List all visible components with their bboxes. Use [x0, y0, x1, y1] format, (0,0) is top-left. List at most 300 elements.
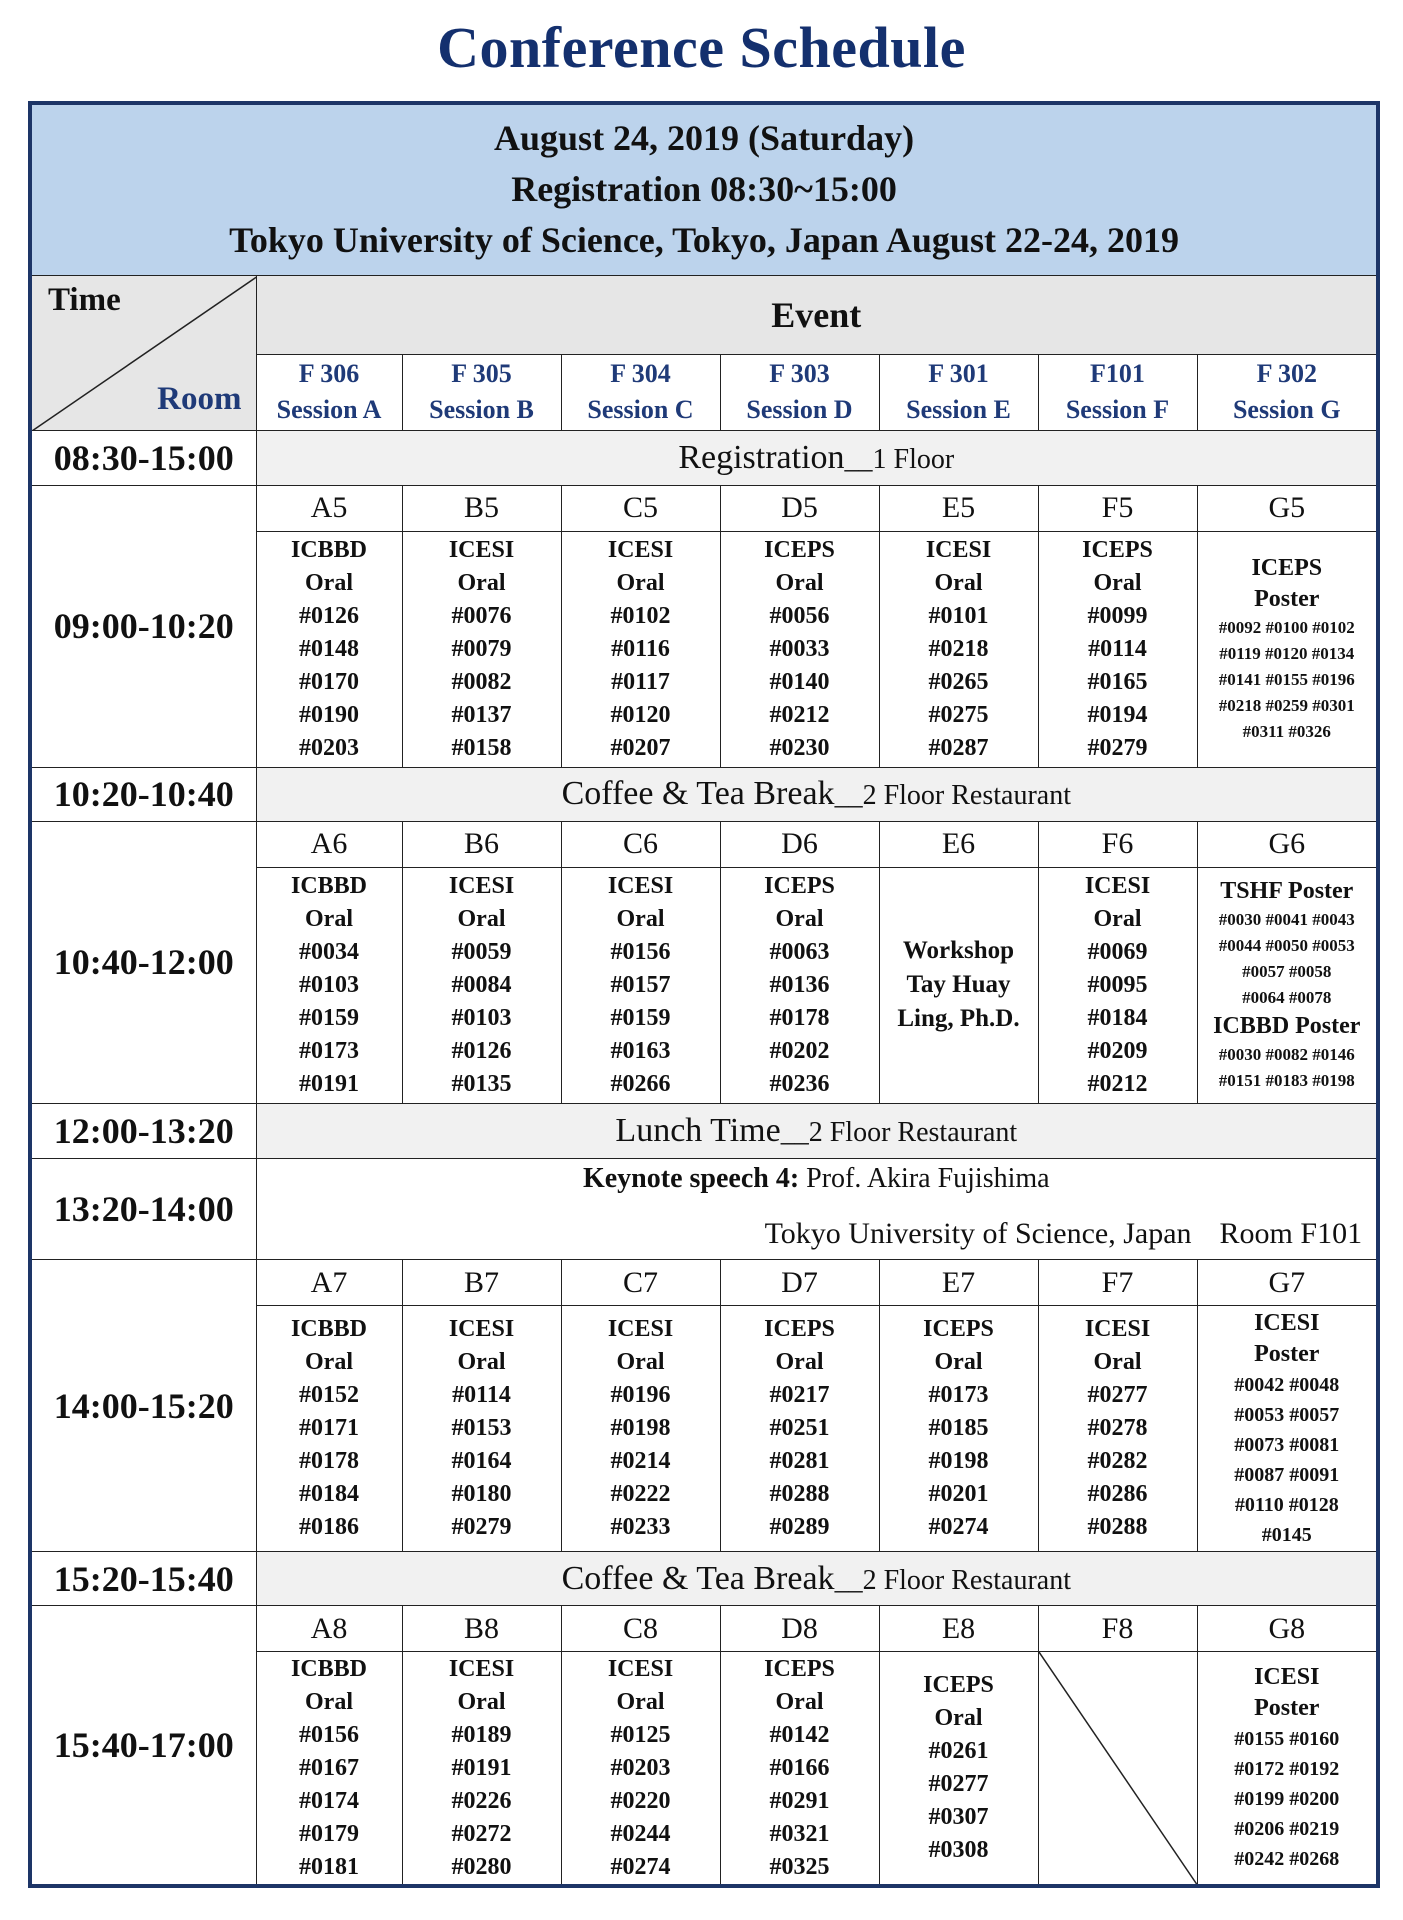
cell-line: #0101 [928, 602, 989, 629]
session-code: C8 [561, 1606, 720, 1652]
time-cell: 13:20-14:00 [30, 1158, 256, 1259]
session-code: E6 [879, 821, 1038, 867]
time-room-corner [30, 275, 256, 430]
header-date: August 24, 2019 (Saturday) [494, 118, 915, 159]
cell-line: #0191 [451, 1754, 512, 1781]
cell-line: #0053 #0057 [1234, 1403, 1340, 1426]
cell-line: #0288 [1087, 1514, 1148, 1541]
cell-line: #0030 #0082 #0146 [1218, 1045, 1355, 1065]
cell-line: #0159 [299, 1004, 359, 1031]
cell-line: Oral [305, 1349, 353, 1376]
keynote-room: Room F101 [1219, 1217, 1363, 1251]
cell-line: #0212 [1087, 1070, 1148, 1097]
cell-line: Oral [775, 905, 824, 932]
time-cell: 15:40-17:00 [30, 1606, 256, 1886]
cell-line: #0137 [451, 701, 512, 728]
lunch-label: Lunch Time [615, 1111, 781, 1149]
codes-row [30, 1606, 1378, 1652]
room-name: F 306 [298, 359, 360, 389]
cell-line: #0220 [610, 1787, 671, 1814]
cell-line: #0063 [769, 938, 830, 965]
session-code: C6 [561, 821, 720, 867]
session-code: F5 [1038, 485, 1197, 531]
session-cell [720, 1306, 879, 1552]
cell-line: ICESI [607, 872, 674, 899]
cell-line: Oral [616, 1688, 665, 1715]
session-name: Session G [1232, 395, 1341, 425]
cell-line: #0251 [769, 1415, 830, 1442]
cell-line: ICEPS [764, 1316, 835, 1343]
cell-line: #0217 [769, 1382, 830, 1409]
poster-title: Poster [1254, 586, 1320, 613]
row-break [30, 1552, 1378, 1606]
cell-line: #0191 [299, 1070, 359, 1097]
cell-line: #0230 [769, 734, 830, 761]
session-code: F7 [1038, 1260, 1197, 1306]
cell-line: #0145 [1261, 1523, 1312, 1546]
lunch-sub: __2 Floor Restaurant [780, 1116, 1018, 1148]
empty-session-cell [1038, 1652, 1197, 1886]
cell-line: #0170 [299, 668, 359, 695]
cell-line: #0142 [769, 1721, 830, 1748]
cell-line: ICEPS [923, 1316, 994, 1343]
session-code: C7 [561, 1260, 720, 1306]
cell-line: #0178 [299, 1448, 359, 1475]
poster-cell [1197, 867, 1378, 1103]
cell-line: #0099 [1087, 602, 1148, 629]
session-code: D7 [720, 1260, 879, 1306]
cell-line: #0277 [1087, 1382, 1148, 1409]
time-cell: 12:00-13:20 [30, 1103, 256, 1158]
room-header [720, 354, 879, 430]
cell-line: #0155 #0160 [1234, 1728, 1340, 1751]
cell-line: #0203 [610, 1754, 671, 1781]
cell-line: #0207 [610, 734, 671, 761]
session-name: Session C [587, 395, 694, 425]
cell-line: #0151 #0183 #0198 [1218, 1071, 1355, 1091]
row-registration [30, 430, 1378, 485]
cell-line: #0244 [610, 1820, 671, 1847]
cell-line: #0153 [451, 1415, 512, 1442]
corner-time-label: Time [48, 281, 121, 318]
cell-line: ICESI [607, 1655, 674, 1682]
cell-line: #0152 [299, 1382, 359, 1409]
room-header [561, 354, 720, 430]
cell-line: #0030 #0041 #0043 [1218, 910, 1355, 930]
cell-line: #0167 [299, 1754, 359, 1781]
cell-line: #0277 [928, 1771, 989, 1798]
cell-line: #0181 [299, 1853, 359, 1880]
cell-line: #0202 [769, 1037, 830, 1064]
row-keynote [30, 1158, 1378, 1259]
cell-line: #0103 [299, 971, 359, 998]
cell-line: #0114 [452, 1382, 511, 1409]
cell-line: #0163 [610, 1037, 671, 1064]
cell-line: #0084 [451, 971, 512, 998]
time-cell: 10:40-12:00 [30, 821, 256, 1103]
cell-line: #0185 [928, 1415, 989, 1442]
cell-line: ICBBD [290, 536, 368, 563]
time-cell: 10:20-10:40 [30, 767, 256, 821]
session-code: E7 [879, 1260, 1038, 1306]
cell-line: ICESI [607, 536, 674, 563]
cell-line: Oral [616, 569, 665, 596]
cell-line: #0073 #0081 [1234, 1433, 1340, 1456]
session-code: G5 [1197, 485, 1378, 531]
cell-line: #0280 [451, 1853, 512, 1880]
cell-line: #0287 [928, 734, 989, 761]
cell-line: #0198 [928, 1448, 989, 1475]
session-code: D6 [720, 821, 879, 867]
session-code: A6 [256, 821, 402, 867]
cell-line: #0140 [769, 668, 830, 695]
cell-line: #0042 #0048 [1234, 1373, 1340, 1396]
cell-line: ICBBD [290, 1316, 368, 1343]
session-cell [402, 1652, 561, 1886]
session-cell [256, 867, 402, 1103]
cell-line: #0278 [1087, 1415, 1148, 1442]
session-code: A7 [256, 1260, 402, 1306]
cell-line: Oral [1093, 569, 1142, 596]
cell-line: #0272 [451, 1820, 512, 1847]
lunch-cell [256, 1103, 1378, 1158]
session-cell [561, 867, 720, 1103]
session-cell [879, 1306, 1038, 1552]
poster-ids [1198, 1370, 1377, 1550]
cell-line: Workshop [902, 937, 1015, 965]
cell-line: #0242 #0268 [1234, 1848, 1340, 1871]
time-cell: 15:20-15:40 [30, 1552, 256, 1606]
cell-line: #0214 [610, 1448, 671, 1475]
cell-line: #0265 [928, 668, 989, 695]
session-code: G7 [1197, 1260, 1378, 1306]
codes-row [30, 821, 1378, 867]
session-code: G6 [1197, 821, 1378, 867]
cell-line: #0307 [928, 1804, 989, 1831]
cell-line: #0172 #0192 [1234, 1758, 1340, 1781]
registration-cell [256, 430, 1378, 485]
cell-line: #0196 [610, 1382, 671, 1409]
cell-line: #0199 #0200 [1234, 1788, 1340, 1811]
page-title: Conference Schedule [437, 15, 966, 80]
cell-line: #0308 [928, 1837, 989, 1864]
cell-line: ICEPS [764, 536, 835, 563]
poster-ids [1198, 615, 1377, 745]
cell-line: ICESI [1084, 872, 1151, 899]
cell-line: #0056 [769, 602, 830, 629]
keynote-title: Keynote speech 4: [582, 1162, 800, 1194]
cell-line: #0186 [299, 1514, 359, 1541]
cell-line: #0079 [451, 635, 512, 662]
cell-line: ICBBD [290, 1655, 368, 1682]
poster-cell [1197, 1306, 1378, 1552]
cell-line: #0194 [1087, 701, 1148, 728]
room-header [1038, 354, 1197, 430]
break-sub: __2 Floor Restaurant [834, 780, 1071, 812]
room-name: F 301 [928, 359, 989, 389]
cell-line: #0288 [769, 1481, 830, 1508]
cell-line: #0179 [299, 1820, 359, 1847]
cell-line: #0126 [299, 602, 359, 629]
cell-line: #0117 [611, 668, 670, 695]
session-cell [1038, 1306, 1197, 1552]
keynote-affiliation: Tokyo University of Science, Japan [764, 1217, 1192, 1251]
cell-line: #0158 [451, 734, 512, 761]
room-header [256, 354, 402, 430]
room-name: F 302 [1256, 359, 1317, 389]
session-cell [1038, 531, 1197, 767]
cell-line: #0082 [451, 668, 512, 695]
session-name: Session B [429, 395, 534, 425]
cell-line: #0274 [928, 1514, 989, 1541]
cell-line: Oral [305, 1688, 353, 1715]
workshop-cell [879, 867, 1038, 1103]
cell-line: #0076 [451, 602, 512, 629]
cell-line: #0110 #0128 [1234, 1493, 1339, 1516]
cell-line: #0148 [299, 635, 359, 662]
cell-line: #0171 [299, 1415, 359, 1442]
cell-line: #0119 #0120 #0134 [1219, 644, 1355, 664]
cell-line: #0125 [610, 1721, 671, 1748]
cell-line: Oral [457, 1688, 506, 1715]
cell-line: ICBBD [290, 872, 368, 899]
cell-line: #0325 [769, 1853, 830, 1880]
cell-line: #0165 [1087, 668, 1148, 695]
cell-line: #0095 [1087, 971, 1148, 998]
cell-line: #0116 [611, 635, 670, 662]
cell-line: #0156 [299, 1721, 359, 1748]
cell-line: #0173 [299, 1037, 359, 1064]
cell-line: #0069 [1087, 938, 1148, 965]
poster-title: TSHF Poster [1220, 878, 1354, 905]
session-code: F8 [1038, 1606, 1197, 1652]
cell-line: #0057 #0058 [1242, 962, 1332, 982]
cell-line: #0209 [1087, 1037, 1148, 1064]
break-cell [256, 767, 1378, 821]
cell-line: #0034 [299, 938, 359, 965]
room-name: F 304 [610, 359, 671, 389]
cell-line: Oral [616, 1349, 665, 1376]
cell-line: #0087 #0091 [1234, 1463, 1340, 1486]
cell-line: Oral [934, 1705, 983, 1732]
session-name: Session F [1065, 395, 1170, 425]
session-cell [256, 1652, 402, 1886]
session-name: Session A [276, 395, 382, 425]
cell-line: #0281 [769, 1448, 830, 1475]
poster-ids [1198, 1724, 1377, 1874]
cell-line: #0178 [769, 1004, 830, 1031]
room-name: F 305 [451, 359, 512, 389]
cell-line: #0166 [769, 1754, 830, 1781]
codes-row [30, 1260, 1378, 1306]
cell-line: Tay Huay [906, 971, 1011, 999]
codes-row [30, 485, 1378, 531]
cell-line: #0233 [610, 1514, 671, 1541]
session-cell [720, 1652, 879, 1886]
cell-line: Ling, Ph.D. [897, 1005, 1020, 1033]
poster-title: Poster [1254, 1340, 1320, 1367]
cell-line: Oral [934, 1349, 983, 1376]
cell-line: #0174 [299, 1787, 359, 1814]
cell-line: ICESI [448, 536, 515, 563]
session-code: B8 [402, 1606, 561, 1652]
cell-line: #0044 #0050 #0053 [1218, 936, 1355, 956]
session-cell [561, 1652, 720, 1886]
cell-line: #0218 [928, 635, 989, 662]
session-cell [1038, 867, 1197, 1103]
cell-line: #0180 [451, 1481, 512, 1508]
cell-line: Oral [775, 1688, 824, 1715]
poster-title: ICESI [1254, 1664, 1320, 1691]
break-cell [256, 1552, 1378, 1606]
cell-line: #0114 [1088, 635, 1147, 662]
cell-line: #0279 [1087, 734, 1148, 761]
cell-line: #0198 [610, 1415, 671, 1442]
room-header [1197, 354, 1378, 430]
cell-line: ICESI [448, 872, 515, 899]
keynote-cell [256, 1158, 1378, 1259]
corner-room-label: Room [157, 380, 242, 417]
cell-line: Oral [616, 905, 665, 932]
cell-line: #0141 #0155 #0196 [1218, 670, 1355, 690]
cell-line: Oral [934, 569, 983, 596]
cell-line: ICEPS [1082, 536, 1153, 563]
keynote-speaker: Prof. Akira Fujishima [799, 1162, 1050, 1194]
cell-line: #0136 [769, 971, 830, 998]
session-code: D8 [720, 1606, 879, 1652]
schedule-header [30, 103, 1378, 275]
cell-line: ICESI [607, 1316, 674, 1343]
cell-line: Oral [775, 569, 824, 596]
event-header: Event [256, 275, 1378, 354]
session-code: E5 [879, 485, 1038, 531]
session-cell [879, 1652, 1038, 1886]
session-cell [402, 867, 561, 1103]
poster-cell [1197, 531, 1378, 767]
session-name: Session E [906, 395, 1011, 425]
cell-line: #0275 [928, 701, 989, 728]
cell-line: #0103 [451, 1004, 512, 1031]
cell-line: Oral [457, 1349, 506, 1376]
cell-line: #0059 [451, 938, 512, 965]
session-cell [720, 531, 879, 767]
cell-line: #0126 [451, 1037, 512, 1064]
cell-line: #0266 [610, 1070, 671, 1097]
cell-line: ICEPS [923, 1672, 994, 1699]
cell-line: #0159 [610, 1004, 671, 1031]
cell-line: #0321 [769, 1820, 830, 1847]
cell-line: #0236 [769, 1070, 830, 1097]
time-cell: 14:00-15:20 [30, 1260, 256, 1552]
schedule-table [28, 101, 1380, 1888]
header-venue: Tokyo University of Science, Tokyo, Japan August 22-24, 2019 [229, 220, 1179, 261]
cell-line: #0289 [769, 1514, 830, 1541]
session-cell [256, 1306, 402, 1552]
cell-line: Oral [305, 569, 353, 596]
session-code: E8 [879, 1606, 1038, 1652]
cell-line: #0120 [610, 701, 671, 728]
cell-line: #0274 [610, 1853, 671, 1880]
cell-line: ICEPS [764, 872, 835, 899]
cell-line: #0279 [451, 1514, 512, 1541]
time-cell: 08:30-15:00 [30, 430, 256, 485]
cell-line: ICESI [925, 536, 992, 563]
break-label: Coffee & Tea Break [561, 775, 835, 813]
row-lunch [30, 1103, 1378, 1158]
cell-line: #0164 [451, 1448, 512, 1475]
cell-line: #0173 [928, 1382, 989, 1409]
poster-title: ICESI [1254, 1309, 1320, 1336]
empty-cell-diagonal [1039, 1652, 1198, 1886]
cell-line: #0135 [451, 1070, 512, 1097]
cell-line: #0201 [928, 1481, 989, 1508]
cell-line: #0102 [610, 602, 671, 629]
cell-line: #0184 [299, 1481, 359, 1508]
cell-line: Oral [457, 569, 506, 596]
session-code: B5 [402, 485, 561, 531]
poster-ids [1198, 1042, 1377, 1094]
cell-line: #0261 [928, 1738, 989, 1765]
cell-line: #0203 [299, 734, 359, 761]
session-cell [561, 531, 720, 767]
cell-line: #0218 #0259 #0301 [1218, 696, 1355, 716]
cell-line: #0286 [1087, 1481, 1148, 1508]
session-cell [256, 531, 402, 767]
session-cell [561, 1306, 720, 1552]
session-code: C5 [561, 485, 720, 531]
session-code: B6 [402, 821, 561, 867]
cell-line: Oral [775, 1349, 824, 1376]
cell-line: #0156 [610, 938, 671, 965]
break-sub: __2 Floor Restaurant [834, 1564, 1071, 1596]
cell-line: #0184 [1087, 1004, 1148, 1031]
session-cell [402, 1306, 561, 1552]
time-cell: 09:00-10:20 [30, 485, 256, 767]
poster-cell [1197, 1652, 1378, 1886]
cell-line: #0212 [769, 701, 830, 728]
session-code: F6 [1038, 821, 1197, 867]
header-registration: Registration 08:30~15:00 [511, 169, 897, 210]
row-break [30, 767, 1378, 821]
cell-line: Oral [305, 905, 353, 932]
cell-line: #0092 #0100 #0102 [1218, 618, 1355, 638]
cell-line: #0189 [451, 1721, 512, 1748]
registration-label: Registration [678, 438, 845, 476]
cell-line: ICESI [448, 1655, 515, 1682]
room-header [879, 354, 1038, 430]
poster-title: ICBBD Poster [1213, 1013, 1361, 1040]
cell-line: #0291 [769, 1787, 830, 1814]
cell-line: #0033 [769, 635, 830, 662]
cell-line: ICESI [1084, 1316, 1151, 1343]
cell-line: Oral [457, 905, 506, 932]
poster-title: Poster [1254, 1695, 1320, 1722]
cell-line: #0282 [1087, 1448, 1148, 1475]
session-code: A8 [256, 1606, 402, 1652]
session-code: G8 [1197, 1606, 1378, 1652]
cell-line: Oral [1093, 905, 1142, 932]
session-cell [879, 531, 1038, 767]
cell-line: Oral [1093, 1349, 1142, 1376]
cell-line: #0226 [451, 1787, 512, 1814]
session-cell [720, 867, 879, 1103]
room-name: F 303 [769, 359, 830, 389]
cell-line: #0190 [299, 701, 359, 728]
poster-title: ICEPS [1251, 555, 1323, 582]
session-code: B7 [402, 1260, 561, 1306]
cell-line: #0064 #0078 [1242, 988, 1332, 1008]
session-code: A5 [256, 485, 402, 531]
